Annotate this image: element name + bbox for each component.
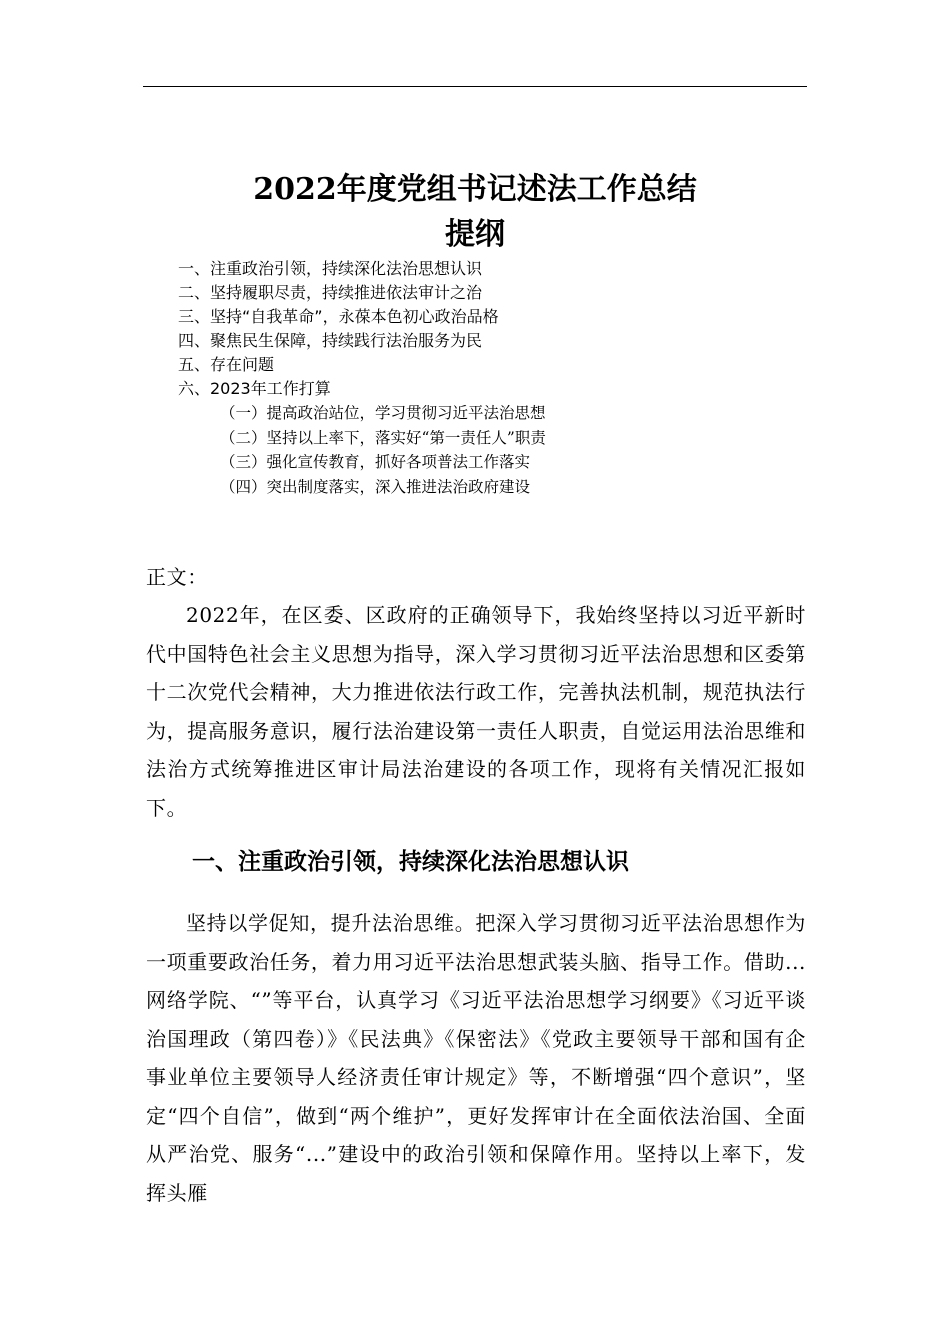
document-subtitle: 提纲: [445, 217, 505, 252]
outline-subitem: （一）提高政治站位，学习贯彻习近平法治思想: [220, 404, 546, 422]
outline-subitem: （四）突出制度落实，深入推进法治政府建设: [220, 477, 531, 496]
document-title: 2022年度党组书记述法工作总结: [253, 172, 697, 207]
section-paragraph: 坚持以学促知，提升法治思维。把深入学习贯彻习近平法治思想作为一项重要政治任务，着力用习近平法治思想武装头脑、指导工作。借助...网络学院、“”等平台，认真学习《习近平法治思想学习纲要》《习近平谈治国理政（第四卷）》《民法典》《保密法》《党政主要领导干部和国有企事业单位主要领导人经济责任审计规定》等，不断增强“四个意识”，坚定“四个自信”，做到“两个维护”，更好发挥审计在全面依法治国、全面从严治党、服务“...”建设中的政治引领和保障作用。坚持以上率下，发挥头雁: [146, 911, 806, 1205]
outline-item: 三、坚持“自我革命”，永葆本色初心政治品格: [178, 307, 499, 326]
body-label: 正文：: [146, 565, 208, 589]
header-rule: [143, 86, 807, 87]
intro-paragraph: 2022年，在区委、区政府的正确领导下，我始终坚持以习近平新时代中国特色社会主义思想为指导，深入学习贯彻习近平法治思想和区委第十二次党代会精神，大力推进依法行政工作，完善执法机制，规范执法行为，提高服务意识，履行法治建设第一责任人职责，自觉运用法治思维和法治方式统筹推进区审计局法治建设的各项工作，现将有关情况汇报如下。: [146, 603, 806, 820]
outline-list: [178, 257, 818, 499]
section-heading: 一、注重政治引领，持续深化法治思想认识: [192, 849, 629, 875]
outline-item: 五、存在问题: [178, 355, 275, 374]
outline-subitem: （二）坚持以上率下，落实好“第一责任人”职责: [220, 428, 546, 447]
outline-item: 一、注重政治引领，持续深化法治思想认识: [178, 259, 483, 278]
outline-item: 六、2023年工作打算: [178, 379, 331, 398]
outline-item: 二、坚持履职尽责，持续推进依法审计之治: [178, 283, 483, 302]
outline-subitem: （三）强化宣传教育，抓好各项普法工作落实: [220, 453, 531, 471]
outline-item: 四、聚焦民生保障，持续践行法治服务为民: [178, 331, 483, 350]
